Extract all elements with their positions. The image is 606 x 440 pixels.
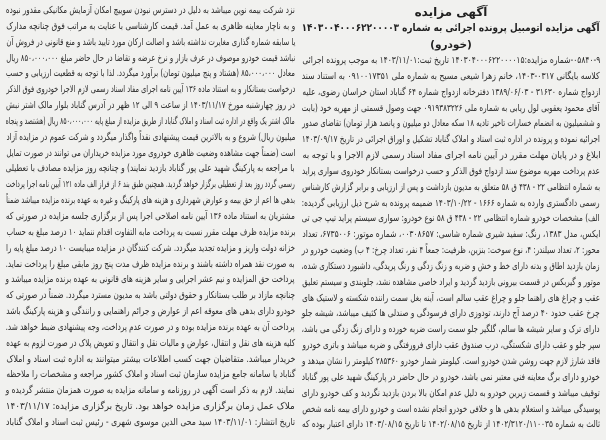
text-line: و به ناچار معاینه ظاهری به عمل آمد. قیمت کارشناسی با عنایت به مراتب فوق چنانچه مدارک <box>6 20 295 32</box>
text-line: به صورت نقد همراه داشته باشند و برنده مزایده ظرف مدت پنج روز مابقی مبلغ را پرداخت نماید. <box>6 258 295 270</box>
text-line: نمایند. لازم به ذکر است آگهی در روزنامه و سامانه مزایده به صورت همزمان منتشر گردیده و <box>6 385 295 397</box>
text-line: گناباد یا سامانه جامع مزایده سازمان ثبت اسناد و املاک کشور مراجعه و مشخصات را ملاحظه <box>6 369 295 381</box>
text-line: یا سابقه شماره گذاری مغایرت نداشته باشد و اصالت ارکان مورد تایید باشد و منع قانونی در فروش آن <box>6 36 295 48</box>
text-line: فاقد شارژ لازم جهت روشن شدن خودرو است. کیلومتر شمار خودرو ۲۸۵۳۶۰ کیلومتر را نشان میدهد و <box>302 356 600 368</box>
text-line: نباشد قیمت خودرو موصوف در عرف بازار و نرخ عرضه و تقاضا در حال حاضر مبلغ ۸۵۰،۰۰۰،۰۰۰ ریال <box>6 52 295 64</box>
text-line: عدم پرداخت مهریه موضوع سند ازدواج فوق الذکر و حسب درخواست بستانکار خودروی سواری پراید <box>302 165 600 177</box>
text-line: خزانه دولت واریز و مزایده تجدید میگردد. شرکت کنندگان در مزایده میبایست ۱۰ درصد مبلغ پایه را <box>6 242 295 254</box>
text-line: است (ضمناً جهت مشاهده وضعیت ظاهری خودروی مورد مزایده خریداران می توانند در صورت تمایل <box>6 147 295 159</box>
text-line: ثالث به شماره ۱۴۰۲/۳۱۲۰/۱۱۰۰۳۵ از تاریخ ۱۴۰۲/۰۸/۱۵ تا تاریخ ۱۴۰۳/۰۸/۱۵ دارای اعتبار بوده که <box>302 419 600 431</box>
text-line: خودرو دارای بدهی های معوقه اعم از عوارض و جرائم راهنمایی و رانندگی و هزینه پارکینگ باشد <box>6 306 295 318</box>
text-line: خریدار میباشد. متقاضیان جهت کسب اطلاعات بیشتر میتوانند به اداره ثبت اسناد و املاک <box>6 353 295 365</box>
text-line: کلاسه بایگانی ۰۳۱۷-۱۴۰۳، خانم زهرا شیعی مسیح به شماره ملی ۰۹۱۰۰۱۷۳۵۱ به استناد سند <box>302 70 600 82</box>
text-line: پرداخت آن به عهده برنده مزایده بوده و در صورت عدم پرداخت، وجه پیشنهادی ضبط خواهد شد. <box>6 321 295 333</box>
text-line: زمان بازدید اطاق و بدنه دارای خط و خش و ضربه و زنگ زدگی و رنگ پریدگی، داشبورد دستکاری شده، <box>302 260 600 272</box>
text-line: توقیف میباشد و قسمت زیرین خودرو به دلیل عدم امکان بالا بردن بازدید نگردید و کف خودرو دارای <box>302 387 600 399</box>
notice-category: (خودرو) <box>430 38 472 51</box>
text-line: چنانچه مازاد بر طلب بستانکار و حقوق دولتی باشد به مدیون مسترد میگردد. ضمناً در صورتی که <box>6 290 295 302</box>
text-line: خودرو دارای برگ معاینه فنی معتبر نمی باشد، خودرو در حال حاضر در پارکینگ شهید علی پور گناباد <box>302 371 600 383</box>
text-line: میلیون ریال) شروع و به بالاترین قیمت پیشنهادی نقداً واگذار میگردد و شرکت عموم در مزایده آزاد <box>6 131 295 143</box>
text-line: سپر جلو و عقب دارای شکستگی، درب صندوق عقب دارای فرورفتگی و ضربه میباشد و باتری خودرو <box>302 340 600 352</box>
text-line: پرداخت حق المزایده و نیم عشر اجرایی و سایر هزینه های قانونی به عهده برنده مزایده میباشد و <box>6 274 295 286</box>
text-line: محور: ۲، تعداد سیلندر: ۴، نوع سوخت: بنزین، ظرفیت: جمعاً ۴ نفر، تعداد چرخ: ۴ ب) وضعیت خودرو در <box>302 245 600 257</box>
text-line: با مراجعه به پارکینگ شهید علی پور گناباد بازدید نمایند) و چنانچه روز مزایده مصادف با تعطیلی <box>6 163 295 175</box>
notice-header <box>302 4 600 53</box>
text-line: دارای ترک و سایر شیشه ها سالم، گلگیر جلو سمت راست ضربه خورده و دارای زنگ زدگی می باشد، <box>302 324 600 336</box>
right-column <box>302 4 600 433</box>
text-line: نزد شرکت بیمه نوین میباشد به دلیل در دسترس نبودن سوییچ امکان آزمایش مکانیکی مقدور نبوده <box>6 5 295 16</box>
notice-subtitle: آگهی مزایده اتومبیل پرونده اجرائی به شماره ۱۴۰۳۰۰۴۰۰۰۶۲۲۰۰۰۰۳ <box>302 22 600 35</box>
text-line: اجرائیه نموده و پرونده در اداره ثبت اسناد و املاک گناباد تشکیل و اوراق اجرائی در تاریخ ۱۴۰۳/۰۹/۱۷ <box>302 134 600 146</box>
text-line: به شماره انتظامی ۲۲ - ۴۳۸ ق ۵۸ متعلق به مدیون بازداشت و پس از ارزیابی و برابر گزارش کارشناس <box>302 181 600 193</box>
text-line: رسمی گردد روز بعد از تعطیلی برگزار خواهد گردید. همچنین طبق بند ۶ از فراز الف ماده ۱۲۱ آیین نامه اجرا پرداخت <box>6 179 295 191</box>
text-line: ابلاغ و در پایان مهلت مقرر در آیین نامه اجرای مفاد اسناد رسمی لازم الاجرا و با توجه به <box>302 150 600 162</box>
text-line: درخواست بستانکار و به استناد ماده ۱۳۶ آیین نامه اجرای مفاد اسناد رسمی لازم الاجرا خودروی فوق الذکر <box>6 84 295 96</box>
text-line: عقب و چراغ های راهنما جلو و چراغ عقب سالم است، آینه بغل سمت راننده شکسته و لاستیک های <box>302 292 600 304</box>
text-line: مالک اشتر یک واقع در اداره ثبت اسناد و املاک گناباد از طریق مزایده از مبلغ پایه ۸۵۰،۰۰۰،۰۰۰ ریال (هشتصد و پنجاه <box>6 115 295 127</box>
text-line: مشتریان به استناد ماده ۱۳۶ آیین نامه اصلاحی اجرا پس از برگزاری جلسه مزایده در صورتی که <box>6 210 295 222</box>
text-line: برنده مزایده ظرف مهلت مقرر نسبت به پرداخت مابه التفاوت اقدام ننماید ۱۰ درصد مبلغ به حساب <box>6 226 295 238</box>
text-line: پوسیدگی میباشد و استعلام بدهی ها و خلافی خودرو انجام نشده است و خودرو دارای بیمه نامه شخص <box>302 403 600 415</box>
right-column-body <box>302 53 600 433</box>
text-line: ملاک عمل زمان برگزاری مزایده خواهد بود. تاریخ برگزاری مزایده: ۱۴۰۳/۱۱/۱۷ <box>6 401 295 413</box>
text-line: چرخ عقب حدود ۴۰ درصد آج دارند، تودوزی دارای فرسودگی و صندلی ها کثیف میباشد، شیشه جلو <box>302 308 600 320</box>
left-column <box>6 3 295 431</box>
text-line: بدهی ها اعم از حق بیمه و عوارض شهرداری و هزینه های پارکینگ و غیره به عهده برنده مزایده میباشد ضمناً <box>6 195 295 207</box>
text-line: در روز چهارشنبه مورخ ۱۴۰۳/۱۱/۱۷ از ساعت ۹ الی ۱۲ ظهر در آدرس گناباد بلوار مالک اشتر نبش <box>6 100 295 112</box>
notice-title: آگهی مزایده <box>414 5 488 19</box>
text-line: تاریخ انتشار: ۱۴۰۳/۱۱/۰۱ سید محی الدین موسوی شهری - رئیس ثبت اسناد و املاک گناباد <box>6 416 295 428</box>
text-line: الف) مشخصات خودرو شماره انتظامی ۲۲ - ۴۳۸ ق ۵۸ نوع خودرو: سواری سیستم پراید تیپ جی تی <box>302 213 600 225</box>
text-line: رسمی دادگستری وارده به شماره ۱۶۶۶ - ۱۴۰۳/۱۰/۲۲ ضمیمه پرونده به شرح ذیل ارزیابی گردیده: <box>302 197 600 209</box>
text-line: ازدواج شماره ۳۱۶۳۰ - ۱۳۸۹/۰۶/۰۳ دفترخانه ازدواج شماره ۶۴ گناباد استان خراسان رضوی، علیه <box>302 86 600 98</box>
text-line: موتور و گیربکس در قسمت بیرونی بازدید گردید و ایراد خاصی مشاهده نشد، جلوبندی و سیستم تعلیق <box>302 276 600 288</box>
text-line: معادل ۸۵،۰۰۰،۰۰۰ (هشتاد و پنج میلیون تومان) برآورد میگردد. لذا با توجه به قطعیت ارزیابی و حسب <box>6 68 295 80</box>
text-line: ایکس، مدل ۱۳۸۳، رنگ: سفید شیری شماره شاسی: ۰۰۳۰۸۶۵۷، شماره موتور: ۶۷۳۵۰۰۶، تعداد <box>302 229 600 241</box>
text-line: کلیه هزینه های نقل و انتقال، عوارض و مالیات نقل و انتقال و تعویض پلاک در صورت لزوم به عهده <box>6 337 295 349</box>
text-line: و ششمیلیون به انضمام خسارات تاخیر تادیه ۱۸ سکه معادل دو میلیون و پانصد هزار تومان) تقاضای صدور <box>302 118 600 130</box>
text-line: ۰۵۸۴۰-۹-شماره مزایده:۱۴۰۳۰۴۰۰۰۶۲۲۰۰۰۰۱۵ تاریخ ثبت:۱۴۰۳/۱۱/۰۱ به موجب پرونده اجرائی <box>302 54 600 66</box>
text-line: آقای محمود یعقوبی لول ریابی به شماره ملی ۰۹۱۹۳۸۳۲۲۶ جهت وصول قسمتی از مهریه خود (بابت <box>302 102 600 114</box>
left-column-body <box>6 3 295 431</box>
